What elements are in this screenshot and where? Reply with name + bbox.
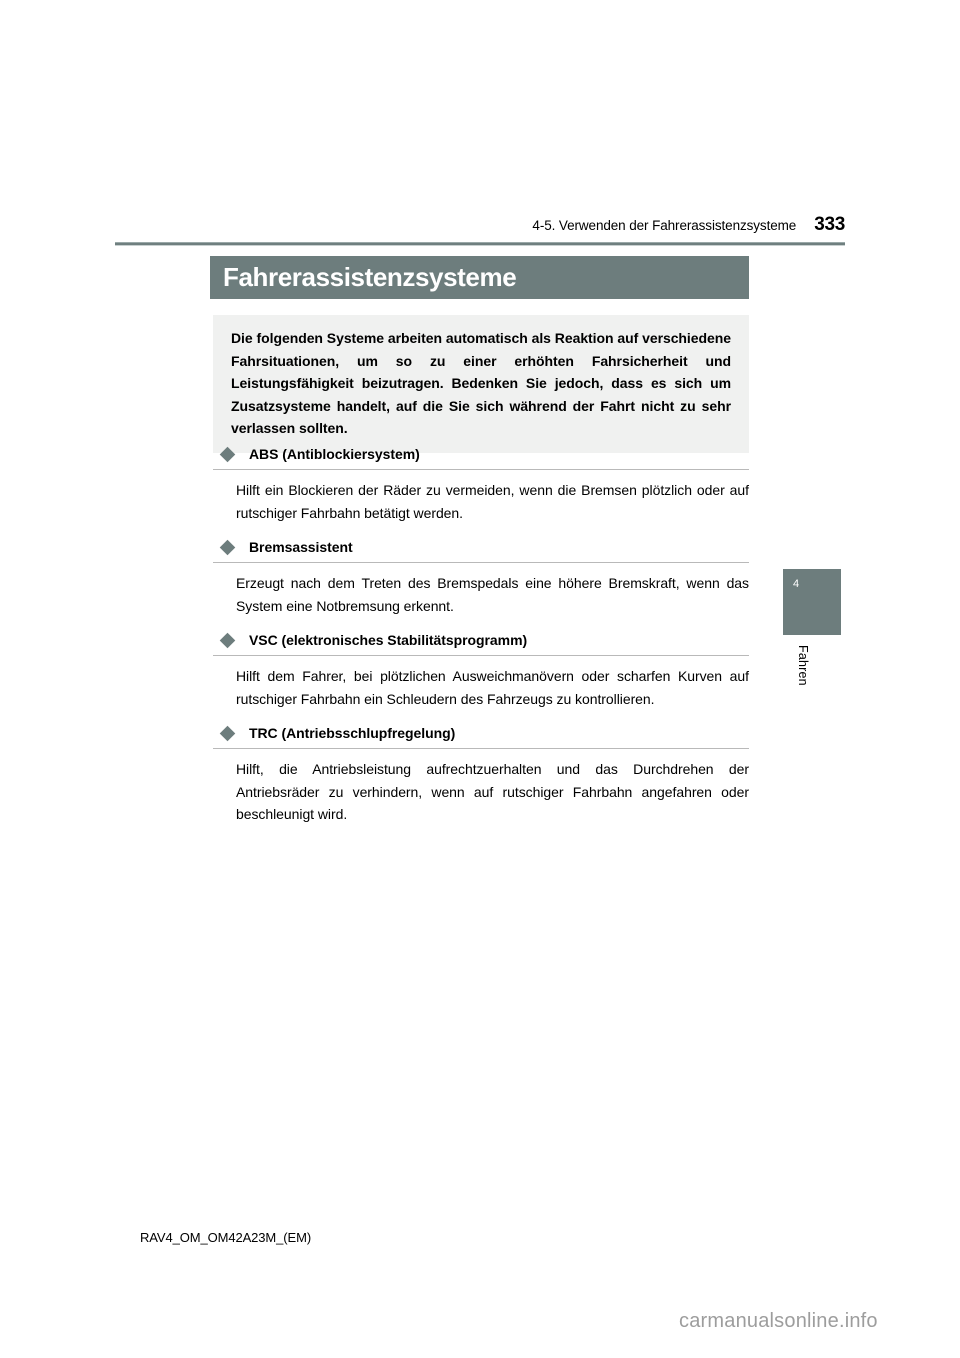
- feature-list: [213, 437, 749, 826]
- feature-body: Hilft, die Antriebsleistung aufrechtzuerhalten und das Durchdrehen der Antriebsräder zu verhindern, wenn auf rutschiger Fahrbahn angefahren oder beschleunigt wird.: [236, 761, 749, 822]
- watermark: carmanualsonline.info: [679, 1310, 878, 1332]
- section-title-banner: [210, 256, 749, 299]
- diamond-bullet-icon: [220, 725, 236, 741]
- feature-heading: ABS (Antiblockiersystem): [249, 446, 420, 462]
- intro-text: Die folgenden Systeme arbeiten automatisch als Reaktion auf verschiedene Fahrsituationen, um so zu einer erhöhten Fahrsicherheit und Leistungsfähigkeit beizutragen. Bedenken Sie jedoch, dass es sich um Zusatzsysteme handelt, auf die Sie sich während der Fahrt nicht zu sehr verlassen sollten.: [231, 330, 731, 436]
- feature-heading: VSC (elektronisches Stabilitätsprogramm): [249, 632, 528, 648]
- list-item: [213, 437, 749, 530]
- document-code: RAV4_OM_OM42A23M_(EM): [140, 1230, 312, 1245]
- chapter-tab-number: 4: [793, 578, 800, 590]
- page-header: [115, 214, 845, 240]
- feature-heading: TRC (Antriebsschlupfregelung): [249, 725, 456, 741]
- chapter-tab: [783, 569, 841, 635]
- list-item: [213, 530, 749, 623]
- page-title: Fahrerassistenzsysteme: [223, 262, 517, 292]
- diamond-bullet-icon: [220, 446, 236, 462]
- feature-body: Hilft dem Fahrer, bei plötzlichen Ausweichmanövern oder scharfen Kurven auf rutschiger Fahrbahn ein Schleudern des Fahrzeugs zu kontrollieren.: [236, 668, 749, 707]
- list-item: [213, 623, 749, 716]
- feature-heading-row: [213, 716, 749, 749]
- feature-body: Erzeugt nach dem Treten des Bremspedals eine höhere Bremskraft, wenn das System eine Notbremsung erkennt.: [236, 575, 749, 614]
- page-number: 333: [814, 214, 845, 235]
- diamond-bullet-icon: [220, 632, 236, 648]
- feature-heading: Bremsassistent: [249, 539, 353, 555]
- feature-heading-row: [213, 437, 749, 470]
- feature-heading-row: [213, 623, 749, 656]
- breadcrumb: 4-5. Verwenden der Fahrerassistenzsysteme: [532, 218, 797, 233]
- list-item: [213, 716, 749, 826]
- diamond-bullet-icon: [220, 539, 236, 555]
- feature-body: Hilft ein Blockieren der Räder zu vermeiden, wenn die Bremsen plötzlich oder auf rutschiger Fahrbahn betätigt werden.: [236, 482, 749, 521]
- intro-callout-box: [213, 315, 749, 453]
- header-divider-rule: [115, 242, 845, 246]
- chapter-tab-label: Fahren: [796, 645, 810, 686]
- feature-heading-row: [213, 530, 749, 563]
